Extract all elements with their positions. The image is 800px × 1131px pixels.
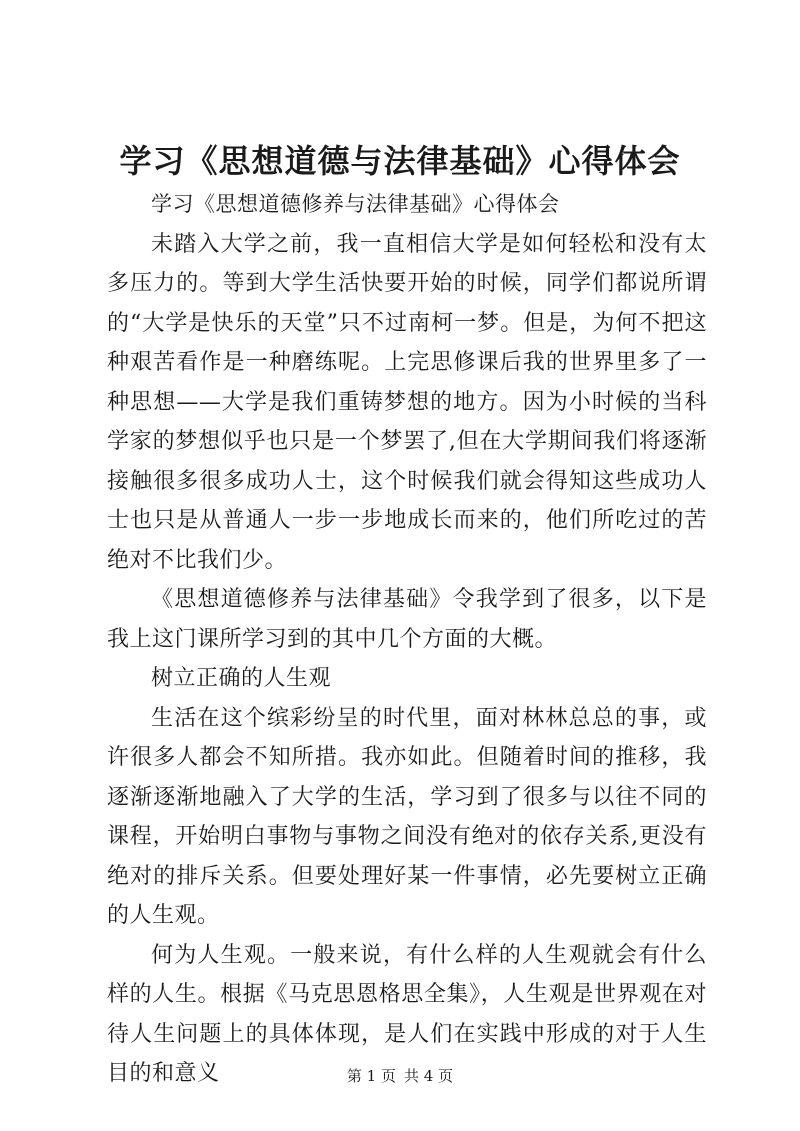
page-total: 共 4 页 (404, 1067, 454, 1085)
document-subtitle: 学习《思想道德修养与法律基础》心得体会 (151, 192, 560, 216)
document-body (107, 185, 707, 1094)
paragraph-intro: 未踏入大学之前，我一直相信大学是如何轻松和没有太多压力的。等到大学生活快要开始的时候，同学们都说所谓的“大学是快乐的天堂”只不过南柯一梦。但是，为何不把这种艰苦看作是一种磨练呢。上完思修课后我的世界里多了一种思想——大学是我们重铸梦想的地方。因为小时候的当科学家的梦想似乎也只是一个梦罢了,但在大学期间我们将逐渐接触很多很多成功人士，这个时候我们就会得知这些成功人士也只是从普通人一步一步地成长而来的，他们所吃过的苦绝对不比我们少。 (107, 231, 707, 573)
page-number: 第 1 页 (346, 1067, 396, 1085)
paragraph-life-in-era: 生活在这个缤彩纷呈的时代里，面对林林总总的事，或许很多人都会不知所措。我亦如此。但随着时间的推移，我逐渐逐渐地融入了大学的生活，学习到了很多与以往不同的课程，开始明白事物与事物之间没有绝对的依存关系,更没有绝对的排斥关系。但要处理好某一件事情，必先要树立正确的人生观。 (107, 705, 707, 928)
page-footer (0, 1066, 800, 1086)
section-heading-outlook-on-life: 树立正确的人生观 (151, 666, 332, 691)
paragraph-course-overview: 《思想道德修养与法律基础》令我学到了很多，以下是我上这门课所学习到的其中几个方面的大概。 (107, 587, 707, 652)
document-title: 学习《思想道德与法律基础》心得体会 (119, 142, 681, 180)
paragraph-what-is-outlook: 何为人生观。一般来说，有什么样的人生观就会有什么样的人生。根据《马克思恩格思全集》，人生观是世界观在对待人生问题上的具体体现，是人们在实践中形成的对于人生目的和意义 (107, 942, 707, 1086)
